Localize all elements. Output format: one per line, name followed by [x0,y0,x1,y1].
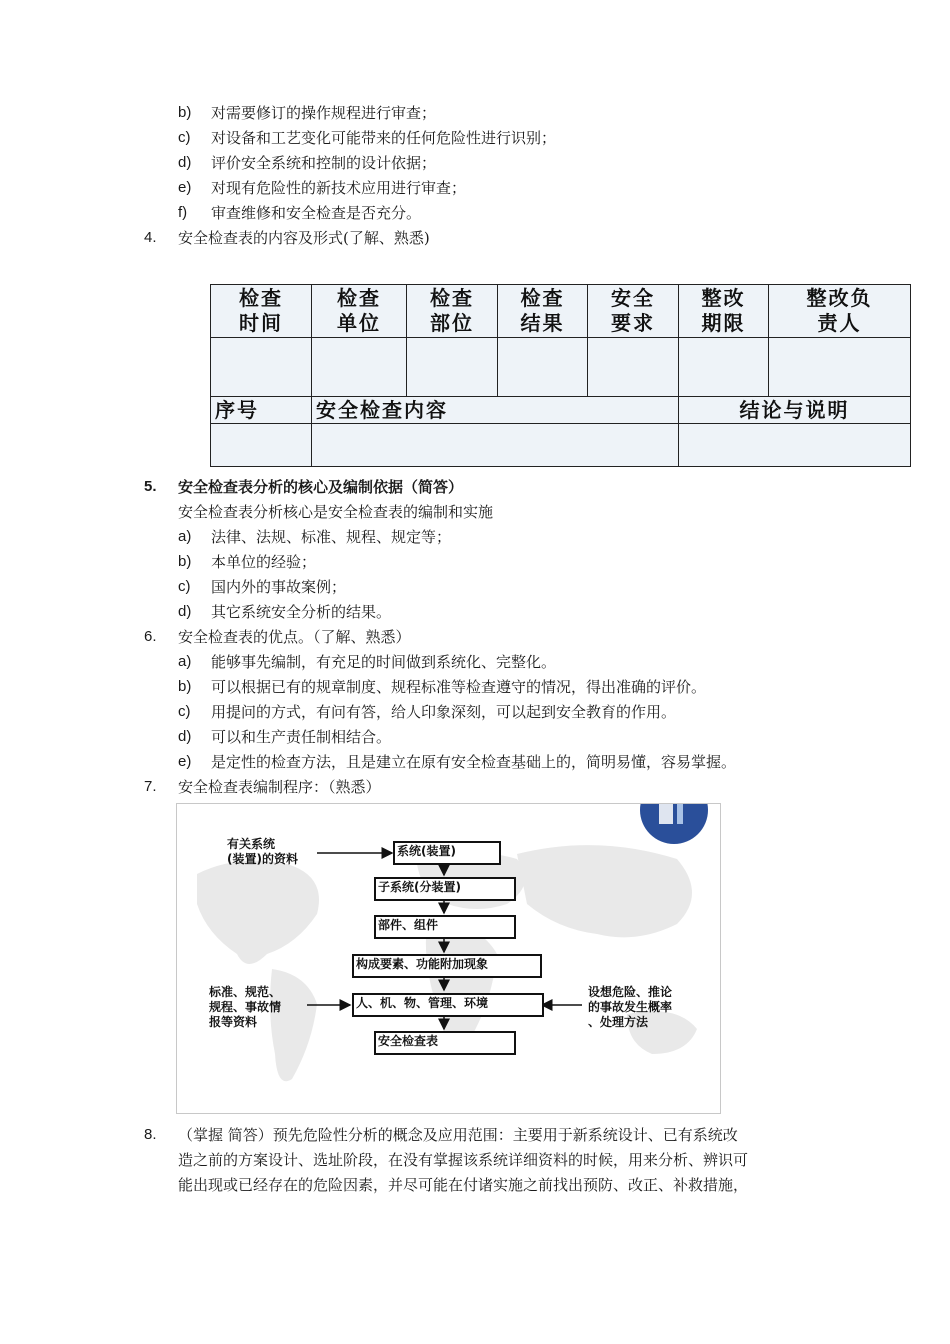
header-responsible: 整改负 责人 [806,286,873,335]
flow-step-components: 部件、组件 [374,915,516,939]
list-text: 本单位的经验； [211,553,317,571]
list-text: 用提问的方式，有问有答，给人印象深刻，可以起到安全教育的作用。 [211,703,677,721]
corner-logo [640,804,708,844]
paragraph-line: （掌握 简答）预先危险性分析的概念及应用范围：主要用于新系统设计、已有系统改 [178,1126,738,1144]
flow-step-system: 系统(装置) [393,841,501,865]
section-number: 8. [144,1126,157,1143]
table-header-cell [407,285,498,338]
checklist-procedure-flowchart [176,803,721,1114]
header-seq: 序号 [215,397,259,422]
section-number: 5. [144,478,157,495]
checklist-table [210,284,911,467]
table-cell [679,424,911,467]
table-header-cell [679,285,769,338]
list-text: 对需要修订的操作规程进行审查； [211,104,437,122]
table-cell [498,338,588,397]
section-title: 安全检查表的内容及形式(了解、熟悉) [178,229,430,247]
list-text: 评价安全系统和控制的设计依据； [211,154,437,172]
list-label: b) [178,104,192,121]
table-cell [769,338,911,397]
section-5-intro: 安全检查表分析核心是安全检查表的编制和实施 [178,503,494,521]
checklist-table-figure [210,284,910,466]
input-hazard-assumptions: 设想危险、推论 的事故发生概率 、处理方法 [588,985,673,1029]
table-header-cell [312,285,407,338]
list-text: 法律、法规、标准、规程、规定等； [211,528,452,546]
table-header-cell [498,285,588,338]
table-header-cell [588,285,679,338]
section-title: 安全检查表分析的核心及编制依据（简答） [178,478,464,496]
list-text: 能够事先编制，有充足的时间做到系统化、完整化。 [211,653,557,671]
list-text: 国内外的事故案例； [211,578,347,596]
header-check-unit: 检查 单位 [337,286,381,335]
table-cell [588,338,679,397]
table-cell [211,424,312,467]
list-label: e) [178,753,192,770]
list-label: a) [178,653,192,670]
table-cell [211,338,312,397]
list-text: 是定性的检查方法，且是建立在原有安全检查基础上的，简明易懂，容易掌握。 [211,753,737,771]
list-label: e) [178,179,192,196]
table-header-cell [211,285,312,338]
header-content: 安全检查内容 [316,397,448,422]
table-cell [312,338,407,397]
list-text: 对设备和工艺变化可能带来的任何危险性进行识别； [211,129,557,147]
list-text: 对现有危险性的新技术应用进行审查； [211,179,467,197]
table-header-cell [679,397,911,424]
header-conclusion: 结论与说明 [739,397,850,422]
section-number: 6. [144,628,157,645]
section-title: 安全检查表的优点。（了解、熟悉） [178,628,411,646]
list-label: d) [178,154,192,171]
list-label: b) [178,678,192,695]
list-label: f) [178,204,188,221]
list-label: b) [178,553,192,570]
list-text: 其它系统安全分析的结果。 [211,603,392,621]
list-label: d) [178,728,192,745]
header-safety-req: 安全 要求 [611,286,655,335]
list-label: c) [178,578,191,595]
paragraph-line: 造之前的方案设计、选址阶段，在没有掌握该系统详细资料的时候，用来分析、辨识可 [178,1151,749,1169]
header-check-result: 检查 结果 [520,286,565,335]
table-header-cell [211,397,312,424]
table-header-cell [769,285,911,338]
flow-step-elements: 构成要素、功能附加现象 [352,954,542,978]
paragraph-line: 能出现或已经存在的危险因素，并尽可能在付诸实施之前找出预防、改正、补救措施， [178,1176,749,1194]
flow-step-human-machine: 人、机、物、管理、环境 [352,993,544,1017]
list-label: c) [178,703,191,720]
list-label: c) [178,129,191,146]
input-system-data: 有关系统 (装置)的资料 [227,837,298,866]
header-check-time: 检查 时间 [239,286,283,335]
flow-step-subsystem: 子系统(分装置) [374,877,516,901]
table-header-cell [312,397,679,424]
section-number: 7. [144,778,157,795]
list-text: 可以和生产责任制相结合。 [211,728,392,746]
section-title: 安全检查表编制程序：（熟悉） [178,778,381,796]
list-text: 审查维修和安全检查是否充分。 [211,204,422,222]
list-text: 可以根据已有的规章制度、规程标准等检查遵守的情况，得出准确的评价。 [211,678,707,696]
flow-step-checklist: 安全检查表 [374,1031,516,1055]
table-cell [407,338,498,397]
input-standards: 标准、规范、 规程、事故情 报等资料 [209,985,282,1029]
table-cell [679,338,769,397]
section-number: 4. [144,229,157,246]
table-cell [312,424,679,467]
list-label: a) [178,528,192,545]
header-deadline: 整改 期限 [701,286,746,335]
header-check-part: 检查 部位 [430,286,474,335]
list-label: d) [178,603,192,620]
